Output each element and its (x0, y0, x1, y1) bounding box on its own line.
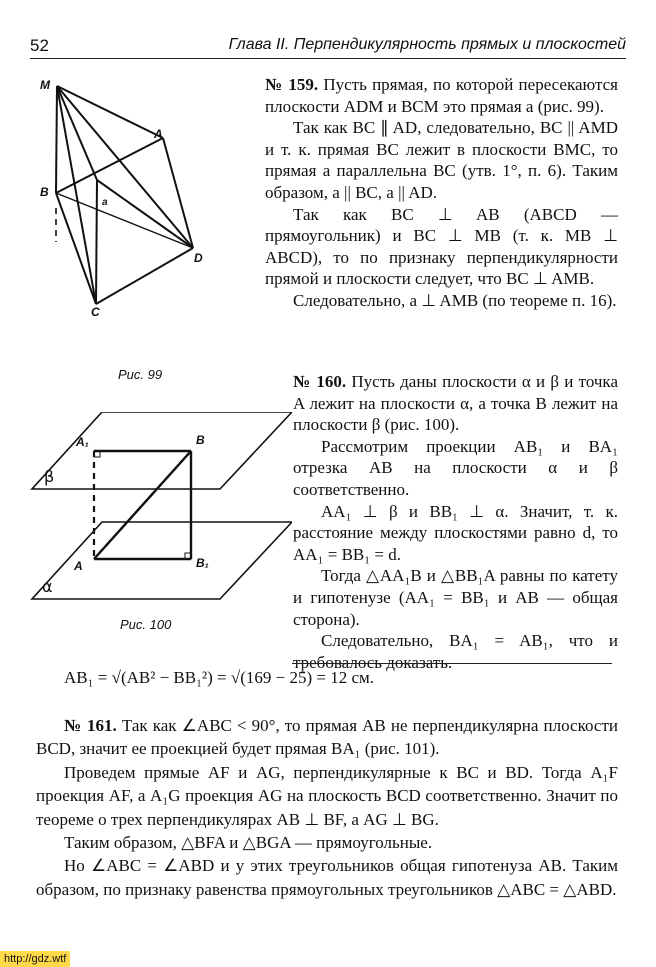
problem-161-p3: Таким образом, △BFA и △BGA — прямоугольные. (64, 833, 433, 853)
problem-159-p2: Так как BC ∥ AD, следовательно, BC || AMD и т. к. прямая BC лежит в плоскости BMC, то прямая a параллельна BC (утв. 1°, п. 6). Таким образом, a || BC, a || AD. (265, 118, 618, 202)
label-A1: A₁ (76, 435, 89, 449)
label-B: B (196, 433, 205, 447)
problem-161 (36, 714, 618, 901)
problem-159-number: № 159. (265, 75, 319, 94)
problem-161-intro: Так как ∠ABC < 90°, то прямая AB не перпендикулярна плоскости BCD, значит ее проекцией будет прямая BA₁ (рис. 101). (36, 716, 618, 759)
edge-MA (57, 86, 163, 138)
diag-3 (56, 193, 193, 248)
label-C: C (91, 305, 100, 319)
line-a (57, 86, 97, 180)
label-a: a (102, 197, 108, 208)
label-M: M (40, 78, 50, 92)
label-A: A (74, 559, 83, 573)
problem-160-p4: Тогда △AA₁B и △BB₁A равны по катету и гипотенузе (AA₁ = BB₁ и AB — общая сторона). (293, 566, 618, 629)
problem-159-p3: Так как BC ⊥ AB (ABCD — прямоугольник) и BC ⊥ MB (т. к. MB ⊥ ABCD), то по признаку перпендикулярности прямой и плоскости следует, что BC ⊥ AMB. (265, 204, 618, 289)
problem-159-p4: Следовательно, a ⊥ AMB (по теореме п. 16). (293, 290, 617, 310)
problem-159-intro: Пусть прямая, по которой пересекаются плоскости ADM и BCM это прямая a (рис. 99). (265, 75, 618, 116)
problem-160-formula: AB₁ = √(AB² − BB₁²) = √(169 − 25) = 12 см. (64, 668, 375, 687)
diag-2 (96, 180, 97, 304)
figure-99 (30, 72, 220, 322)
label-D: D (194, 251, 203, 265)
header-rule (30, 58, 626, 59)
separator-line (292, 663, 612, 664)
problem-161-p4: Но ∠ABC = ∠ABD и у этих треугольников общая гипотенуза AB. Таким образом, по признаку равенства прямоугольных треугольников △ABC = △ABD. (36, 856, 618, 899)
label-A: A (154, 127, 163, 141)
edge-CD (96, 248, 193, 304)
problem-160-intro: Пусть даны плоскости α и β и точка A лежит на плоскости α, а точка B лежит на плоскости β (рис. 100). (293, 372, 618, 435)
chapter-title: Глава II. Перпендикулярность прямых и плоскостей (228, 36, 626, 53)
problem-159 (265, 74, 618, 312)
watermark-link[interactable]: http://gdz.wtf (0, 951, 70, 967)
label-B: B (40, 185, 49, 199)
problem-161-number: № 161. (64, 716, 117, 735)
problem-160-p5: Следовательно, BA₁ = AB₁, что и требовалось доказать. (293, 631, 618, 672)
problem-160-p3: AA₁ ⊥ β и BB₁ ⊥ α. Значит, т. к. расстояние между плоскостями равно d, то AA₁ = BB₁ = d. (293, 501, 618, 564)
problem-160 (293, 371, 618, 673)
figure-99-caption: Рис. 99 (118, 367, 163, 382)
edge-BC (56, 193, 96, 304)
page-number: 52 (30, 36, 49, 55)
problem-160-p2: Рассмотрим проекции AB₁ и BA₁ отрезка AB на плоскости α и β соответственно. (293, 436, 618, 499)
figure-100 (30, 412, 292, 608)
label-alpha: α (42, 577, 53, 596)
page-header (30, 36, 626, 58)
plane-alpha (32, 522, 292, 599)
segment-AB (94, 451, 191, 559)
label-beta: β (44, 467, 55, 486)
edge-MB (56, 86, 57, 193)
problem-160-number: № 160. (293, 372, 347, 391)
problem-161-p2: Проведем прямые AF и AG, перпендикулярные к BC и BD. Тогда A₁F проекция AF, а A₁G проекция AG на плоскость BCD соответственно. Значит по теореме о трех перпендикулярах AB ⊥ BF, а AG ⊥ BG. (36, 762, 618, 829)
label-B1: B₁ (196, 556, 209, 570)
edge-MD (57, 86, 193, 248)
figure-100-caption: Рис. 100 (120, 617, 172, 632)
